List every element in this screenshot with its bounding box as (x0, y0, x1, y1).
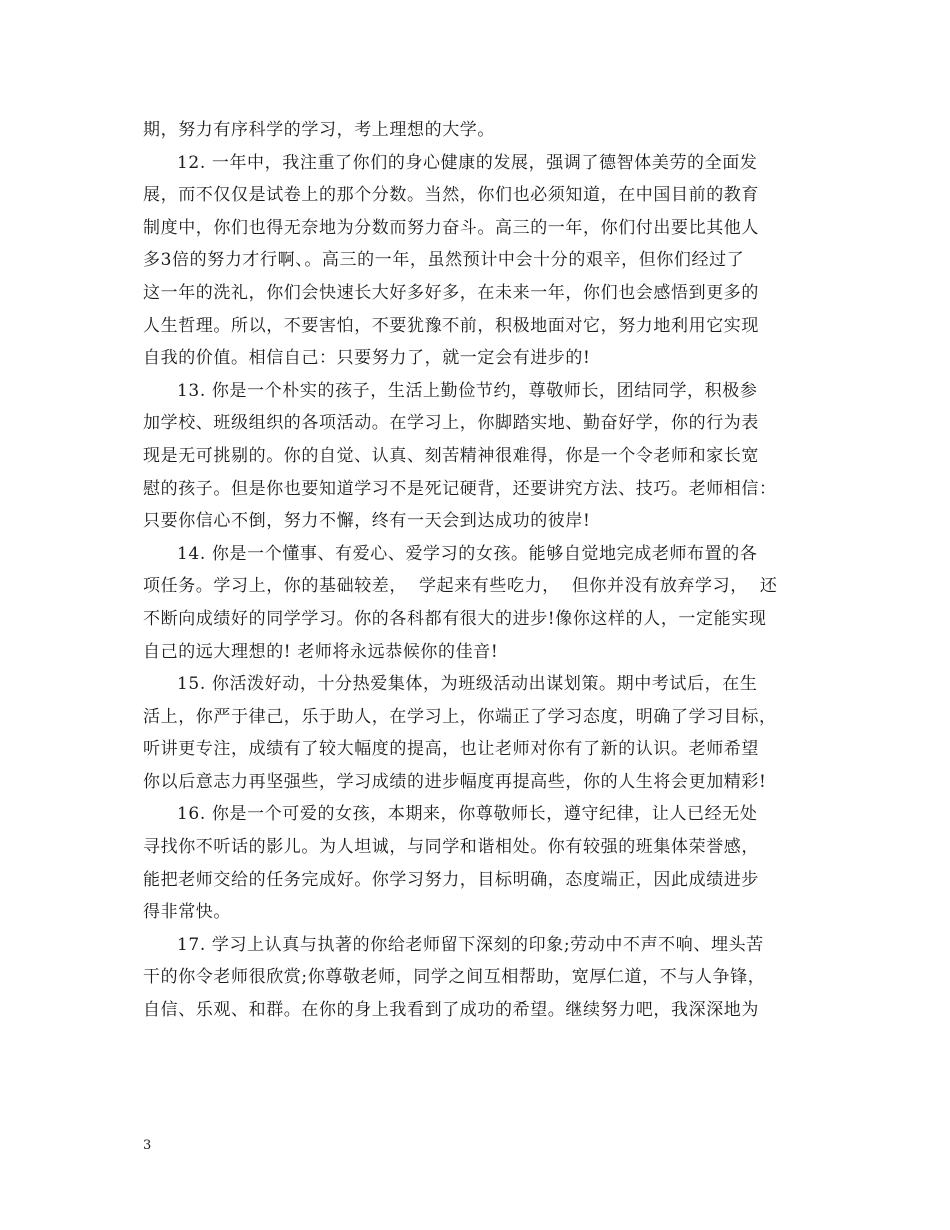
text-line: 听讲更专注，成绩有了较大幅度的提高，也让老师对你有了新的认识。老师希望 (143, 739, 759, 760)
paragraph-17-first-line: 17. 学习上认真与执著的你给老师留下深刻的印象;劳动中不声不响、埋头苦 (177, 934, 764, 955)
text-line: 期，努力有序科学的学习，考上理想的大学。 (143, 120, 495, 140)
page-number: 3 (143, 1138, 152, 1153)
paragraph-12-first-line: 12. 一年中，我注重了你们的身心健康的发展，强调了德智体美劳的全面发 (177, 152, 758, 173)
text-line: 自我的价值。相信自己：只要努力了，就一定会有进步的! (143, 348, 591, 369)
text-line: 只要你信心不倒，努力不懈，终有一天会到达成功的彼岸! (143, 511, 591, 532)
text-line: 制度中，你们也得无奈地为分数而努力奋斗。高三的一年，你们付出要比其他人 (143, 217, 759, 238)
text-line: 项任务。学习上，你的基础较差， 学起来有些吃力， 但你并没有放弃学习， 还 (143, 576, 778, 597)
paragraph-16-first-line: 16. 你是一个可爱的女孩，本期来，你尊敬师长，遵守纪律，让人已经无处 (177, 804, 758, 825)
text-line: 展，而不仅仅是试卷上的那个分数。当然，你们也必须知道，在中国目前的教育 (143, 185, 759, 206)
paragraph-15-first-line: 15. 你活泼好动，十分热爱集体，为班级活动出谋划策。期中考试后，在生 (177, 674, 758, 695)
paragraph-14-first-line: 14. 你是一个懂事、有爱心、爱学习的女孩。能够自觉地完成老师布置的各 (177, 543, 758, 564)
text-line: 自己的远大理想的! 老师将永远恭候你的佳音! (143, 641, 499, 662)
text-line: 多3倍的努力才行啊、。高三的一年，虽然预计中会十分的艰辛，但你们经过了 (143, 250, 745, 271)
text-line: 现是无可挑剔的。你的自觉、认真、刻苦精神很难得，你是一个令老师和家长宽 (143, 445, 759, 466)
text-line: 这一年的洗礼，你们会快速长大好多好多，在未来一年，你们也会感悟到更多的 (143, 282, 759, 303)
text-line: 自信、乐观、和群。在你的身上我看到了成功的希望。继续努力吧，我深深地为 (143, 1000, 759, 1021)
text-line: 人生哲理。所以，不要害怕，不要犹豫不前，积极地面对它，努力地利用它实现 (143, 315, 759, 336)
text-line: 你以后意志力再坚强些，学习成绩的进步幅度再提高些，你的人生将会更加精彩! (143, 771, 767, 792)
text-line: 能把老师交给的任务完成好。你学习努力，目标明确，态度端正，因此成绩进步 (143, 869, 759, 890)
text-line: 干的你令老师很欣赏;你尊敬老师，同学之间互相帮助，宽厚仁道，不与人争锋， (143, 967, 766, 988)
document-body (143, 114, 811, 1027)
text-line: 慰的孩子。但是你也要知道学习不是死记硬背，还要讲究方法、技巧。老师相信： (143, 478, 777, 499)
text-line: 不断向成绩好的同学学习。你的各科都有很大的进步!像你这样的人，一定能实现 (143, 608, 767, 629)
text-line: 加学校、班级组织的各项活动。在学习上，你脚踏实地、勤奋好学，你的行为表 (143, 413, 759, 434)
text-line: 寻找你不听话的影儿。为人坦诚，与同学和谐相处。你有较强的班集体荣誉感， (143, 837, 759, 858)
paragraph-13-first-line: 13. 你是一个朴实的孩子，生活上勤俭节约，尊敬师长，团结同学，积极参 (177, 380, 758, 401)
text-line: 活上，你严于律己，乐于助人，在学习上，你端正了学习态度，明确了学习目标， (143, 706, 777, 727)
text-line: 得非常快。 (143, 902, 231, 923)
